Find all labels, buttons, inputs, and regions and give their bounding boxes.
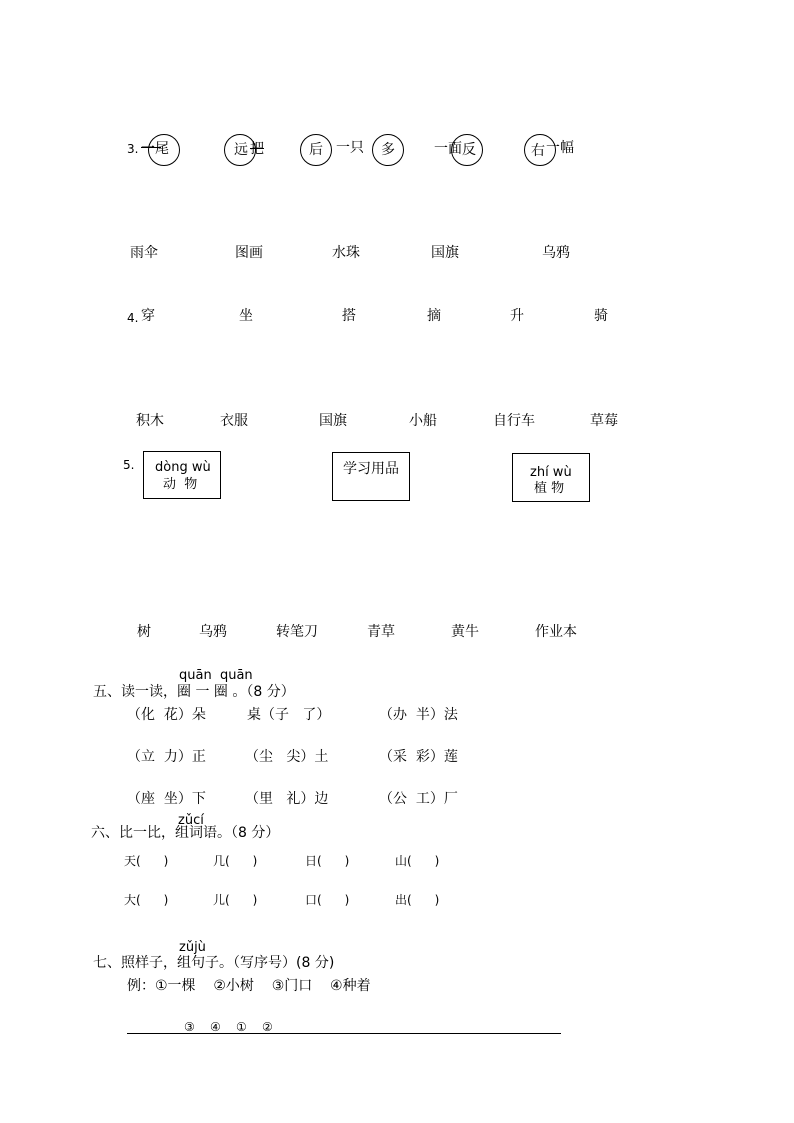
q5-word: 树 <box>137 624 151 640</box>
s5-item: （立 力）正 <box>127 749 206 765</box>
question-number-4: 4. <box>127 311 139 325</box>
word-duo: 多 <box>381 142 395 158</box>
q3-word: 图画 <box>235 245 263 261</box>
s6-item: 儿( ) <box>213 893 258 907</box>
section-6-title: 六、比一比，组词语。（8 分） <box>91 825 280 841</box>
q5-word: 作业本 <box>535 624 577 640</box>
answer-line <box>127 1033 561 1034</box>
word-hou: 后 <box>309 142 323 158</box>
s5-item: （采 彩）莲 <box>379 749 458 765</box>
connector-line <box>141 147 161 148</box>
word-ba: 把 <box>250 141 264 157</box>
section-7-title: 七、照样子，组句子。（写序号）(8 分) <box>93 955 335 971</box>
s6-item: 天( ) <box>124 854 169 868</box>
section-5-pinyin: quān quān <box>179 668 253 683</box>
q4-noun: 自行车 <box>493 413 535 429</box>
s5-item: （化 花）朵 <box>127 707 206 723</box>
question-number-3: 3. <box>127 142 139 156</box>
s5-item: （办 半）法 <box>379 707 458 723</box>
q3-word: 国旗 <box>431 245 459 261</box>
category-box-plants <box>512 453 590 502</box>
s5-item: （里 礼）边 <box>245 791 329 807</box>
q5-word: 转笔刀 <box>276 624 318 640</box>
s6-item: 口( ) <box>305 893 350 907</box>
q3-word: 雨伞 <box>130 245 158 261</box>
category-box-school-supplies <box>332 452 410 501</box>
s6-item: 日( ) <box>305 854 350 868</box>
box-label: 动 物 <box>163 477 198 492</box>
word-yimian: 一面 <box>434 141 462 157</box>
section-6-pinyin: zǔcí <box>178 813 204 828</box>
q4-verb: 搭 <box>342 308 356 324</box>
word-yifu: 一幅 <box>546 140 574 156</box>
q4-verb: 摘 <box>427 308 441 324</box>
s5-item: （尘 尖）土 <box>245 749 329 765</box>
s7-answer[interactable]: ③ ④ ① ② <box>184 1020 273 1034</box>
box-pinyin: zhí wù <box>530 465 572 480</box>
s6-item: 出( ) <box>395 893 440 907</box>
q4-noun: 国旗 <box>319 413 347 429</box>
category-box-animals <box>143 451 221 499</box>
word-you: 右 <box>531 143 545 159</box>
q5-word: 乌鸦 <box>199 624 227 640</box>
s6-item: 几( ) <box>213 854 258 868</box>
word-fan: 反 <box>462 142 476 158</box>
question-number-5: 5. <box>123 458 135 472</box>
s5-item: （座 坐）下 <box>127 791 206 807</box>
q4-verb: 骑 <box>594 308 608 324</box>
box-pinyin: dòng wù <box>155 460 211 475</box>
word-yuan: 远 <box>234 142 248 158</box>
q4-verb: 升 <box>510 308 524 324</box>
s6-item: 山( ) <box>395 854 440 868</box>
s7-example: 例：①一棵 ②小树 ③门口 ④种着 <box>127 978 371 994</box>
word-yizhi: 一只 <box>336 140 364 156</box>
q4-verb: 穿 <box>141 308 155 324</box>
q4-verb: 坐 <box>239 308 253 324</box>
box-label: 学习用品 <box>343 461 399 477</box>
connector-line <box>250 148 264 149</box>
q4-noun: 草莓 <box>590 413 618 429</box>
q4-noun: 小船 <box>409 413 437 429</box>
s6-item: 大( ) <box>124 893 169 907</box>
q5-word: 青草 <box>367 624 395 640</box>
q5-word: 黄牛 <box>451 624 479 640</box>
q4-noun: 积木 <box>136 413 164 429</box>
section-7-pinyin: zǔjù <box>179 940 206 955</box>
q3-word: 水珠 <box>332 245 360 261</box>
s5-item: 桌（子 了） <box>247 707 331 723</box>
section-5-title: 五、读一读，圈 一 圈 。（8 分） <box>93 684 295 700</box>
s5-item: （公 工）厂 <box>379 791 458 807</box>
word-yiwei: 一尾 <box>141 141 169 157</box>
q4-noun: 衣服 <box>220 413 248 429</box>
box-label: 植 物 <box>534 481 565 496</box>
q3-word: 乌鸦 <box>542 245 570 261</box>
